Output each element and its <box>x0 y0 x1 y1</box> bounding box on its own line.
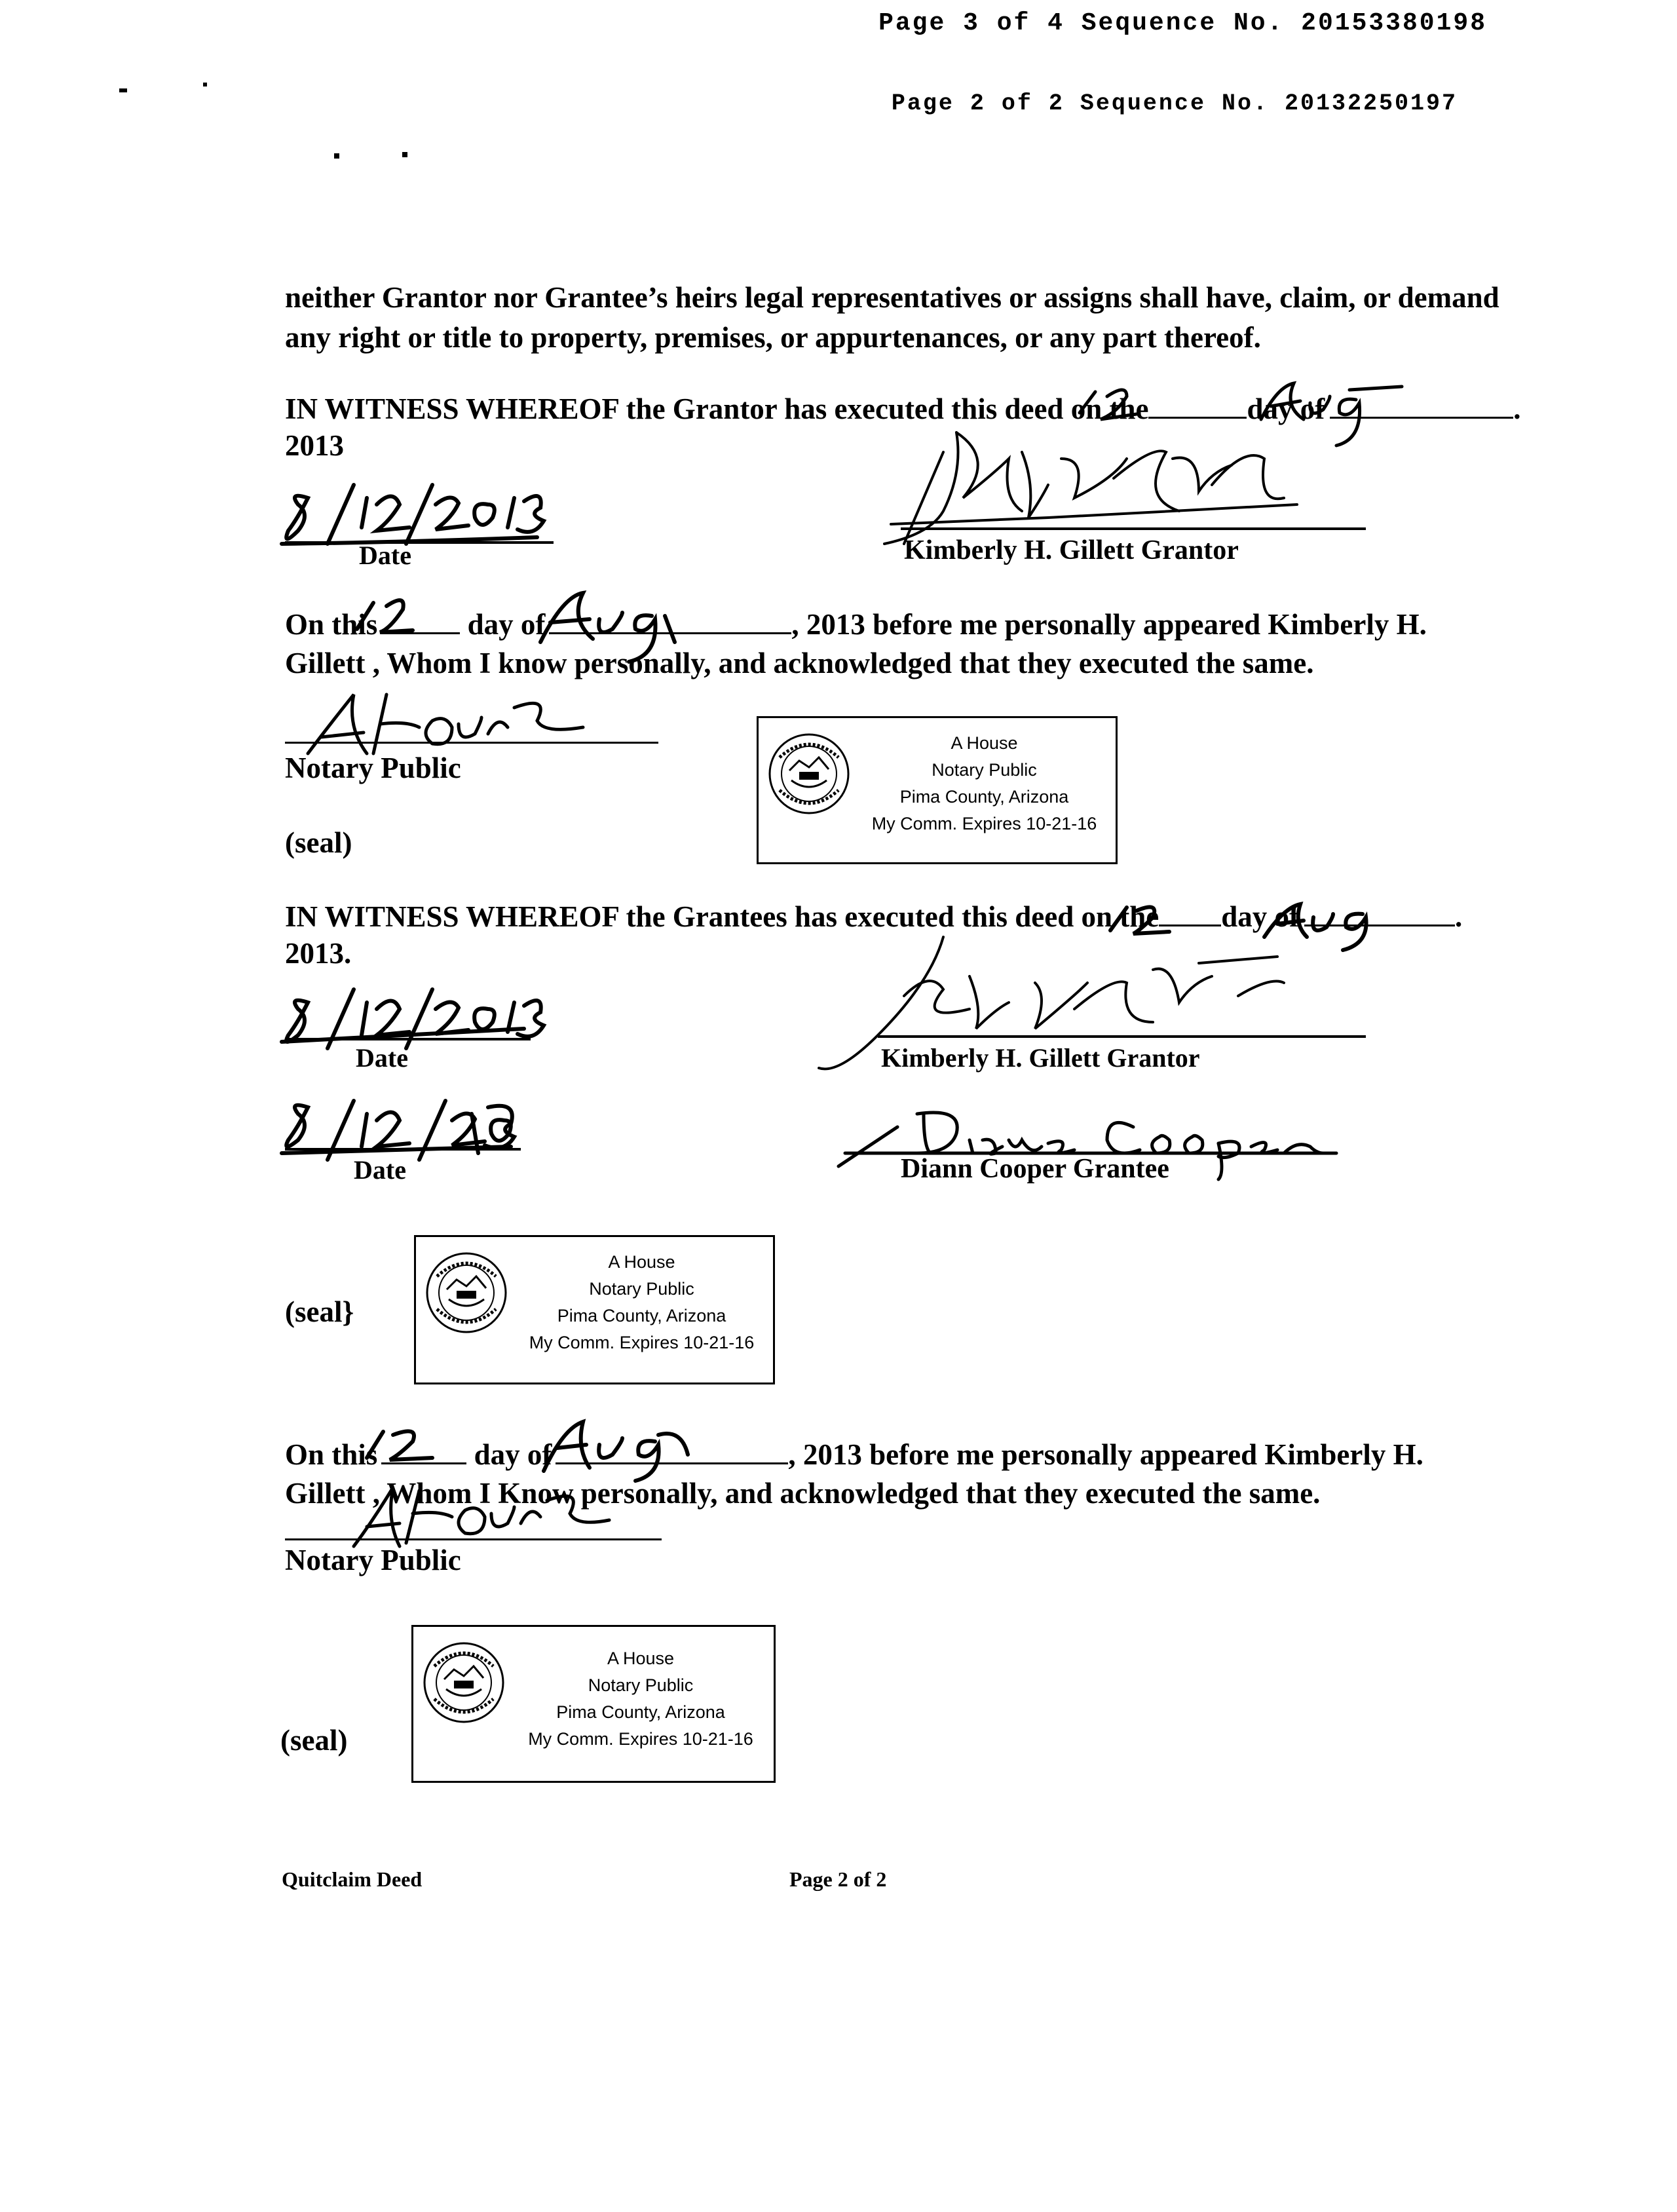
notary-public-label-2: Notary Public <box>285 1544 461 1576</box>
notary-public-label-1: Notary Public <box>285 752 461 784</box>
sequence-header-second: Page 2 of 2 Sequence No. 20132250197 <box>891 90 1458 117</box>
signer-label-1: Kimberly H. Gillett Grantor <box>904 535 1239 565</box>
ack1-rest: , 2013 before me personally appeared Kimberly H. <box>791 608 1427 641</box>
ack1-on-this: On this <box>285 608 378 641</box>
ack1-month-blank <box>549 603 791 634</box>
stamp-2-line-1: A House <box>608 1252 675 1272</box>
signature-line-1 <box>901 527 1366 530</box>
notary-stamp-3 <box>411 1625 776 1783</box>
ack1-line-1 <box>285 603 1427 645</box>
witness-grantees-line: IN WITNESS WHEREOF the Grantees has executed this deed on the day of . <box>285 896 1462 937</box>
handwritten-month-aug <box>1261 383 1402 446</box>
handwritten-date-8-12-2013 <box>282 485 544 544</box>
seal-label-1: (seal) <box>285 826 352 859</box>
stamp-2-line-4: My Comm. Expires 10-21-16 <box>529 1333 755 1352</box>
handwritten-day-12 <box>1080 390 1137 419</box>
signature-line-2 <box>878 1035 1366 1038</box>
arizona-seal-icon <box>766 731 852 816</box>
ack1-day-blank <box>381 603 460 634</box>
witness-grantor-year: 2013 <box>285 429 344 462</box>
stamp-1-line-3: Pima County, Arizona <box>899 787 1069 807</box>
ack2-day-blank <box>381 1434 466 1464</box>
stamp-1-line-4: My Comm. Expires 10-21-16 <box>871 814 1097 833</box>
date-label-2: Date <box>356 1043 408 1073</box>
handwritten-date-3 <box>282 1101 514 1160</box>
stamp-3-line-1: A House <box>607 1649 675 1668</box>
witness-grantees-day-of: day of <box>1221 900 1300 933</box>
notary-signature-line-2 <box>285 1538 662 1540</box>
witness-grantees-year: 2013. <box>285 937 352 970</box>
ack1-day-of: day of <box>467 608 546 641</box>
sequence-header-top: Page 3 of 4 Sequence No. 20153380198 <box>878 9 1487 37</box>
stamp-3-line-2: Notary Public <box>588 1675 694 1695</box>
notary-stamp-2 <box>414 1235 775 1384</box>
ack2-rest: , 2013 before me personally appeared Kimberly H. <box>788 1438 1423 1471</box>
notary-stamp-1 <box>757 716 1118 864</box>
arizona-seal-icon <box>421 1640 506 1725</box>
date-label-3: Date <box>354 1155 406 1185</box>
intro-line-1: neither Grantor nor Grantee’s heirs legal representatives or assigns shall have, claim, or demand <box>285 281 1499 314</box>
witness-grantees-month-blank <box>1304 896 1455 926</box>
stamp-1-line-1: A House <box>951 733 1018 753</box>
stamp-1-line-2: Notary Public <box>932 760 1037 780</box>
intro-line-2: any right or title to property, premises, or appurtenances, or any part thereof. <box>285 321 1261 354</box>
arizona-seal-icon <box>424 1250 509 1335</box>
seal-label-2: (seal} <box>285 1295 354 1328</box>
handwritten-notary-signature-1 <box>308 695 583 753</box>
date-line-2 <box>285 1038 531 1040</box>
witness-grantor-day-of: day of <box>1247 392 1325 425</box>
footer-doc-title: Quitclaim Deed <box>282 1867 423 1891</box>
date-line-1 <box>285 541 554 544</box>
signer-label-2: Kimberly H. Gillett Grantor <box>881 1043 1200 1073</box>
ack2-day-of: day of <box>474 1438 552 1471</box>
stamp-3-line-3: Pima County, Arizona <box>556 1702 725 1722</box>
witness-grantees-prefix: IN WITNESS WHEREOF the Grantees has executed this deed on the <box>285 900 1159 933</box>
ack2-on-this: On this <box>285 1438 378 1471</box>
stamp-3-line-4: My Comm. Expires 10-21-16 <box>528 1729 753 1749</box>
date-label-1: Date <box>359 541 411 570</box>
seal-label-3: (seal) <box>280 1724 348 1757</box>
notary-signature-line-1 <box>285 742 658 744</box>
footer-page-number: Page 2 of 2 <box>789 1867 887 1891</box>
witness-grantor-line: IN WITNESS WHEREOF the Grantor has executed this deed on the day of . <box>285 388 1521 429</box>
ack2-line-1 <box>285 1434 1423 1475</box>
stamp-2-line-2: Notary Public <box>589 1279 694 1299</box>
ack2-month-blank <box>556 1434 788 1464</box>
signer-label-3: Diann Cooper Grantee <box>901 1154 1169 1184</box>
ack1-line-2: Gillett , Whom I know personally, and acknowledged that they executed the same. <box>285 647 1314 679</box>
witness-grantor-prefix: IN WITNESS WHEREOF the Grantor has executed this deed on the <box>285 392 1149 425</box>
stamp-2-line-3: Pima County, Arizona <box>557 1306 726 1325</box>
date-line-3 <box>285 1148 521 1151</box>
witness-grantees-day-blank <box>1159 896 1221 926</box>
ack2-line-2: Gillett , Whom I Know personally, and acknowledged that they executed the same. <box>285 1477 1321 1510</box>
